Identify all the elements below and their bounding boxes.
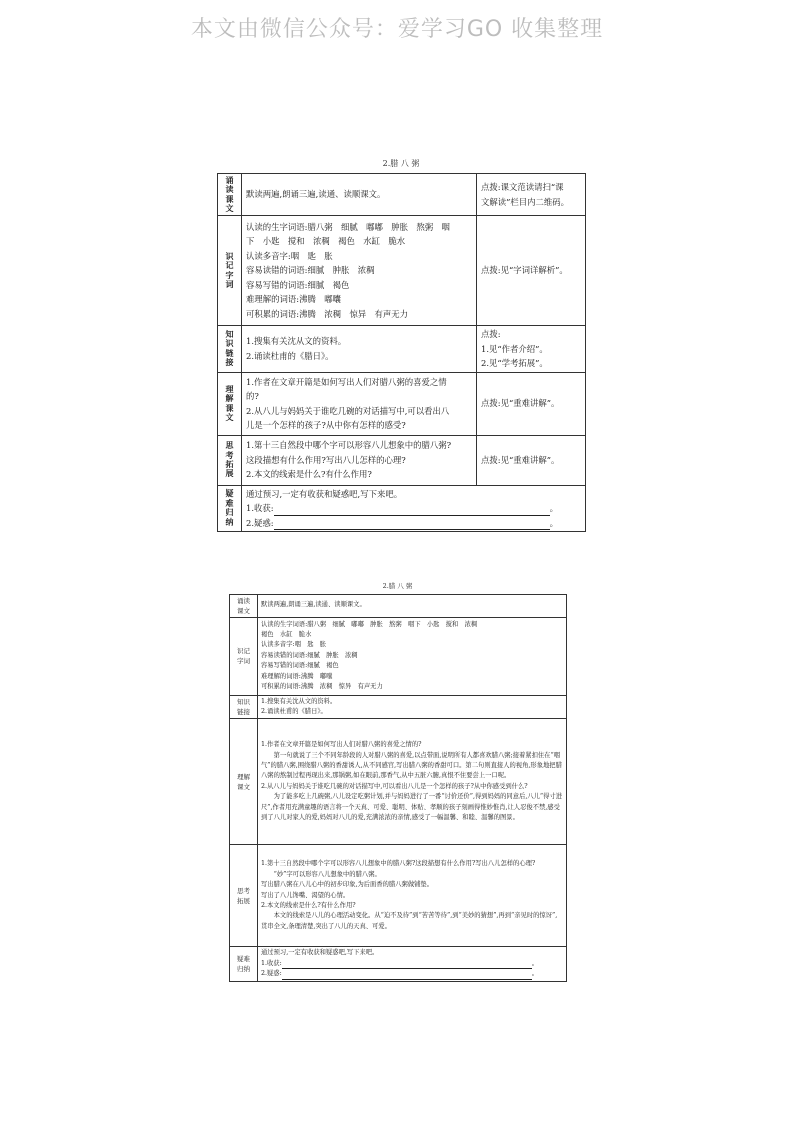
- gain-label: 1.收获:: [246, 503, 274, 513]
- row-content: 通过预习,一定有收获和疑惑吧,写下来吧。 1.收获: 。 2.疑惑: 。: [258, 947, 567, 981]
- worksheet-2: [229, 583, 566, 982]
- watermark: 本文由微信公众号：爱学习GO 收集整理: [190, 17, 604, 42]
- row-content: 1.搜集有关沈从文的资料。 2.诵读杜甫的《腊日》。: [258, 695, 567, 719]
- tip-cell: 点拨:见“重难讲解”。: [477, 372, 586, 435]
- doubt-answer-line[interactable]: [274, 529, 550, 530]
- row-think: [230, 845, 567, 947]
- row-label: 诵 读 课 文: [218, 174, 242, 216]
- doubt-answer-line[interactable]: [282, 979, 532, 980]
- row-understand: [230, 719, 567, 845]
- row-content: 1.作者在文章开篇是如何写出人们对腊八粥的喜爱之情 的? 2.从八儿与妈妈关于谁吃几碗的对话描写中,可以看出八 儿是一个怎样的孩子?从中你有怎样的感受?: [242, 372, 477, 435]
- tip-cell: 点拨:见“字词详解析”。: [477, 216, 586, 326]
- worksheet-1: [217, 160, 585, 532]
- row-label: 知识 链接: [230, 695, 258, 719]
- row-doubt: [218, 485, 586, 532]
- row-words: [230, 617, 567, 695]
- row-understand: [218, 372, 586, 435]
- row-content: 默读两遍,朗诵三遍,读通、读顺课文。: [258, 594, 567, 617]
- row-content: 1.作者在文章开篇是如何写出人们对腊八粥的喜爱之情的? 第一句就说了三个不同年龄段的人对腊八粥的喜爱,以点带面,说明所有人都喜欢腊八粥;接着紧扣住在“咽气”的腊八粥,围绕腊八粥的香甜诱人,从不同感官,写出腊八粥的香甜可口。第二句则直接人的视角,形象地把腊八粥的熬制过程再现出来,那锅粥,如在眼前,那香气,从中五脏六腑,真恨不住要尝上一口呢。 2.从八儿与妈妈关于谁吃几碗的对话描写中,可以看出八儿是一个怎样的孩子?从中你感受到什么? 为了能多吃上几碗粥,八儿设定吃粥计划,并与妈妈进行了一番“讨价还价”,得到妈妈的同意后,八儿“得寸进尺”,作者用充满童趣的语言将一个天真、可爱、聪明、体贴、孝顺的孩子刻画得惟妙惟肖,让人忍俊不禁,感受到了八儿对家人的爱,妈妈对八儿的爱,充满浓浓的亲情,感受了一幅温馨、和睦、温馨的图景。: [258, 719, 567, 845]
- row-content: 1.第十三自然段中哪个字可以形容八儿想象中的腊八粥?这段描想有什么作用?写出八儿怎样的心理? “妙”字可以形容八儿想象中的腊八粥。 写出腊八粥在八儿心中的初步印象,为后面香的腊八粥做铺垫。 写出了八儿馋嘴、渴望的心情。 2.本文的线索是什么?有什么作用? 本文的线索是八儿的心理活动变化。从“迫不及待”到“苦苦等待”,到“美妙的猜想”,再到“亲见时的惊讶”,贯串全文,条理清楚,突出了八儿的天真、可爱。: [258, 845, 567, 947]
- tip-cell: 点拨:见“重难讲解”。: [477, 435, 586, 485]
- worksheet-1-title: 2.腊 八 粥: [382, 159, 420, 168]
- row-think: [218, 435, 586, 485]
- row-label: 理 解 课 文: [218, 372, 242, 435]
- row-content: 1.第十三自然段中哪个字可以形容八儿想象中的腊八粥? 这段描想有什么作用?写出八儿怎样的心理? 2.本文的线索是什么?有什么作用?: [242, 435, 477, 485]
- row-read-aloud: [218, 174, 586, 216]
- worksheet-1-table: [217, 173, 586, 532]
- row-words: [218, 216, 586, 326]
- row-read-aloud: [230, 594, 567, 617]
- row-label: 知 识 链 接: [218, 326, 242, 373]
- gain-label: 1.收获:: [261, 959, 282, 967]
- tip-cell: 点拨: 1.见“作者介绍”。 2.见“学考拓展”。: [477, 326, 586, 373]
- doubt-label: 2.疑惑:: [261, 970, 282, 978]
- row-content: 通过预习,一定有收获和疑惑吧,写下来吧。 1.收获: 。 2.疑惑: 。: [242, 485, 586, 532]
- tip-cell: 点拨:课文范读请扫“课 文解读”栏目内二维码。: [477, 174, 586, 216]
- row-label: 诵读 课文: [230, 594, 258, 617]
- row-content: 默读两遍,朗诵三遍,读通、读顺课文。: [242, 174, 477, 216]
- worksheet-2-table: [229, 594, 567, 982]
- row-label: 思 考 拓 展: [218, 435, 242, 485]
- row-knowledge-link: [218, 326, 586, 373]
- doubt-label: 2.疑惑:: [246, 517, 274, 528]
- row-label: 疑 难 归 纳: [218, 485, 242, 532]
- row-doubt: [230, 947, 567, 981]
- row-content: 1.搜集有关沈从文的资料。 2.诵读杜甫的《腊日》。: [242, 326, 477, 373]
- row-label: 思考 拓展: [230, 845, 258, 947]
- row-label: 疑难 归纳: [230, 947, 258, 981]
- row-knowledge-link: [230, 695, 567, 719]
- row-label: 理解 课文: [230, 719, 258, 845]
- row-content: 认读的生字词语:腊八粥 细腻 嘟嘟 肿胀 熬粥 咽 下 小匙 搅和 浓稠 褐色 水缸 脆水 认读多音字:咽 匙 胀 容易读错的词语:细腻 肿胀 浓稠 容易写错的词语:细腻 褐色 难理解的词语:沸腾 嘟囔 可积累的词语:沸腾 浓稠 惊异 有声无力: [242, 216, 477, 326]
- worksheet-2-title: 2.腊 八 粥: [382, 582, 413, 590]
- row-label: 识记 字词: [230, 617, 258, 695]
- row-content: 认读的生字词语:腊八粥 细腻 嘟嘟 肿胀 熬粥 咽下 小匙 搅和 浓稠 褐色 水缸 脆水 认读多音字:咽 匙 胀 容易读错的词语:细腻 肿胀 浓稠 容易写错的词语:细腻 褐色 难理解的词语:沸腾 嘟囔 可积累的词语:沸腾 浓稠 惊异 有声无力: [258, 617, 567, 695]
- row-label: 识 记 字 词: [218, 216, 242, 326]
